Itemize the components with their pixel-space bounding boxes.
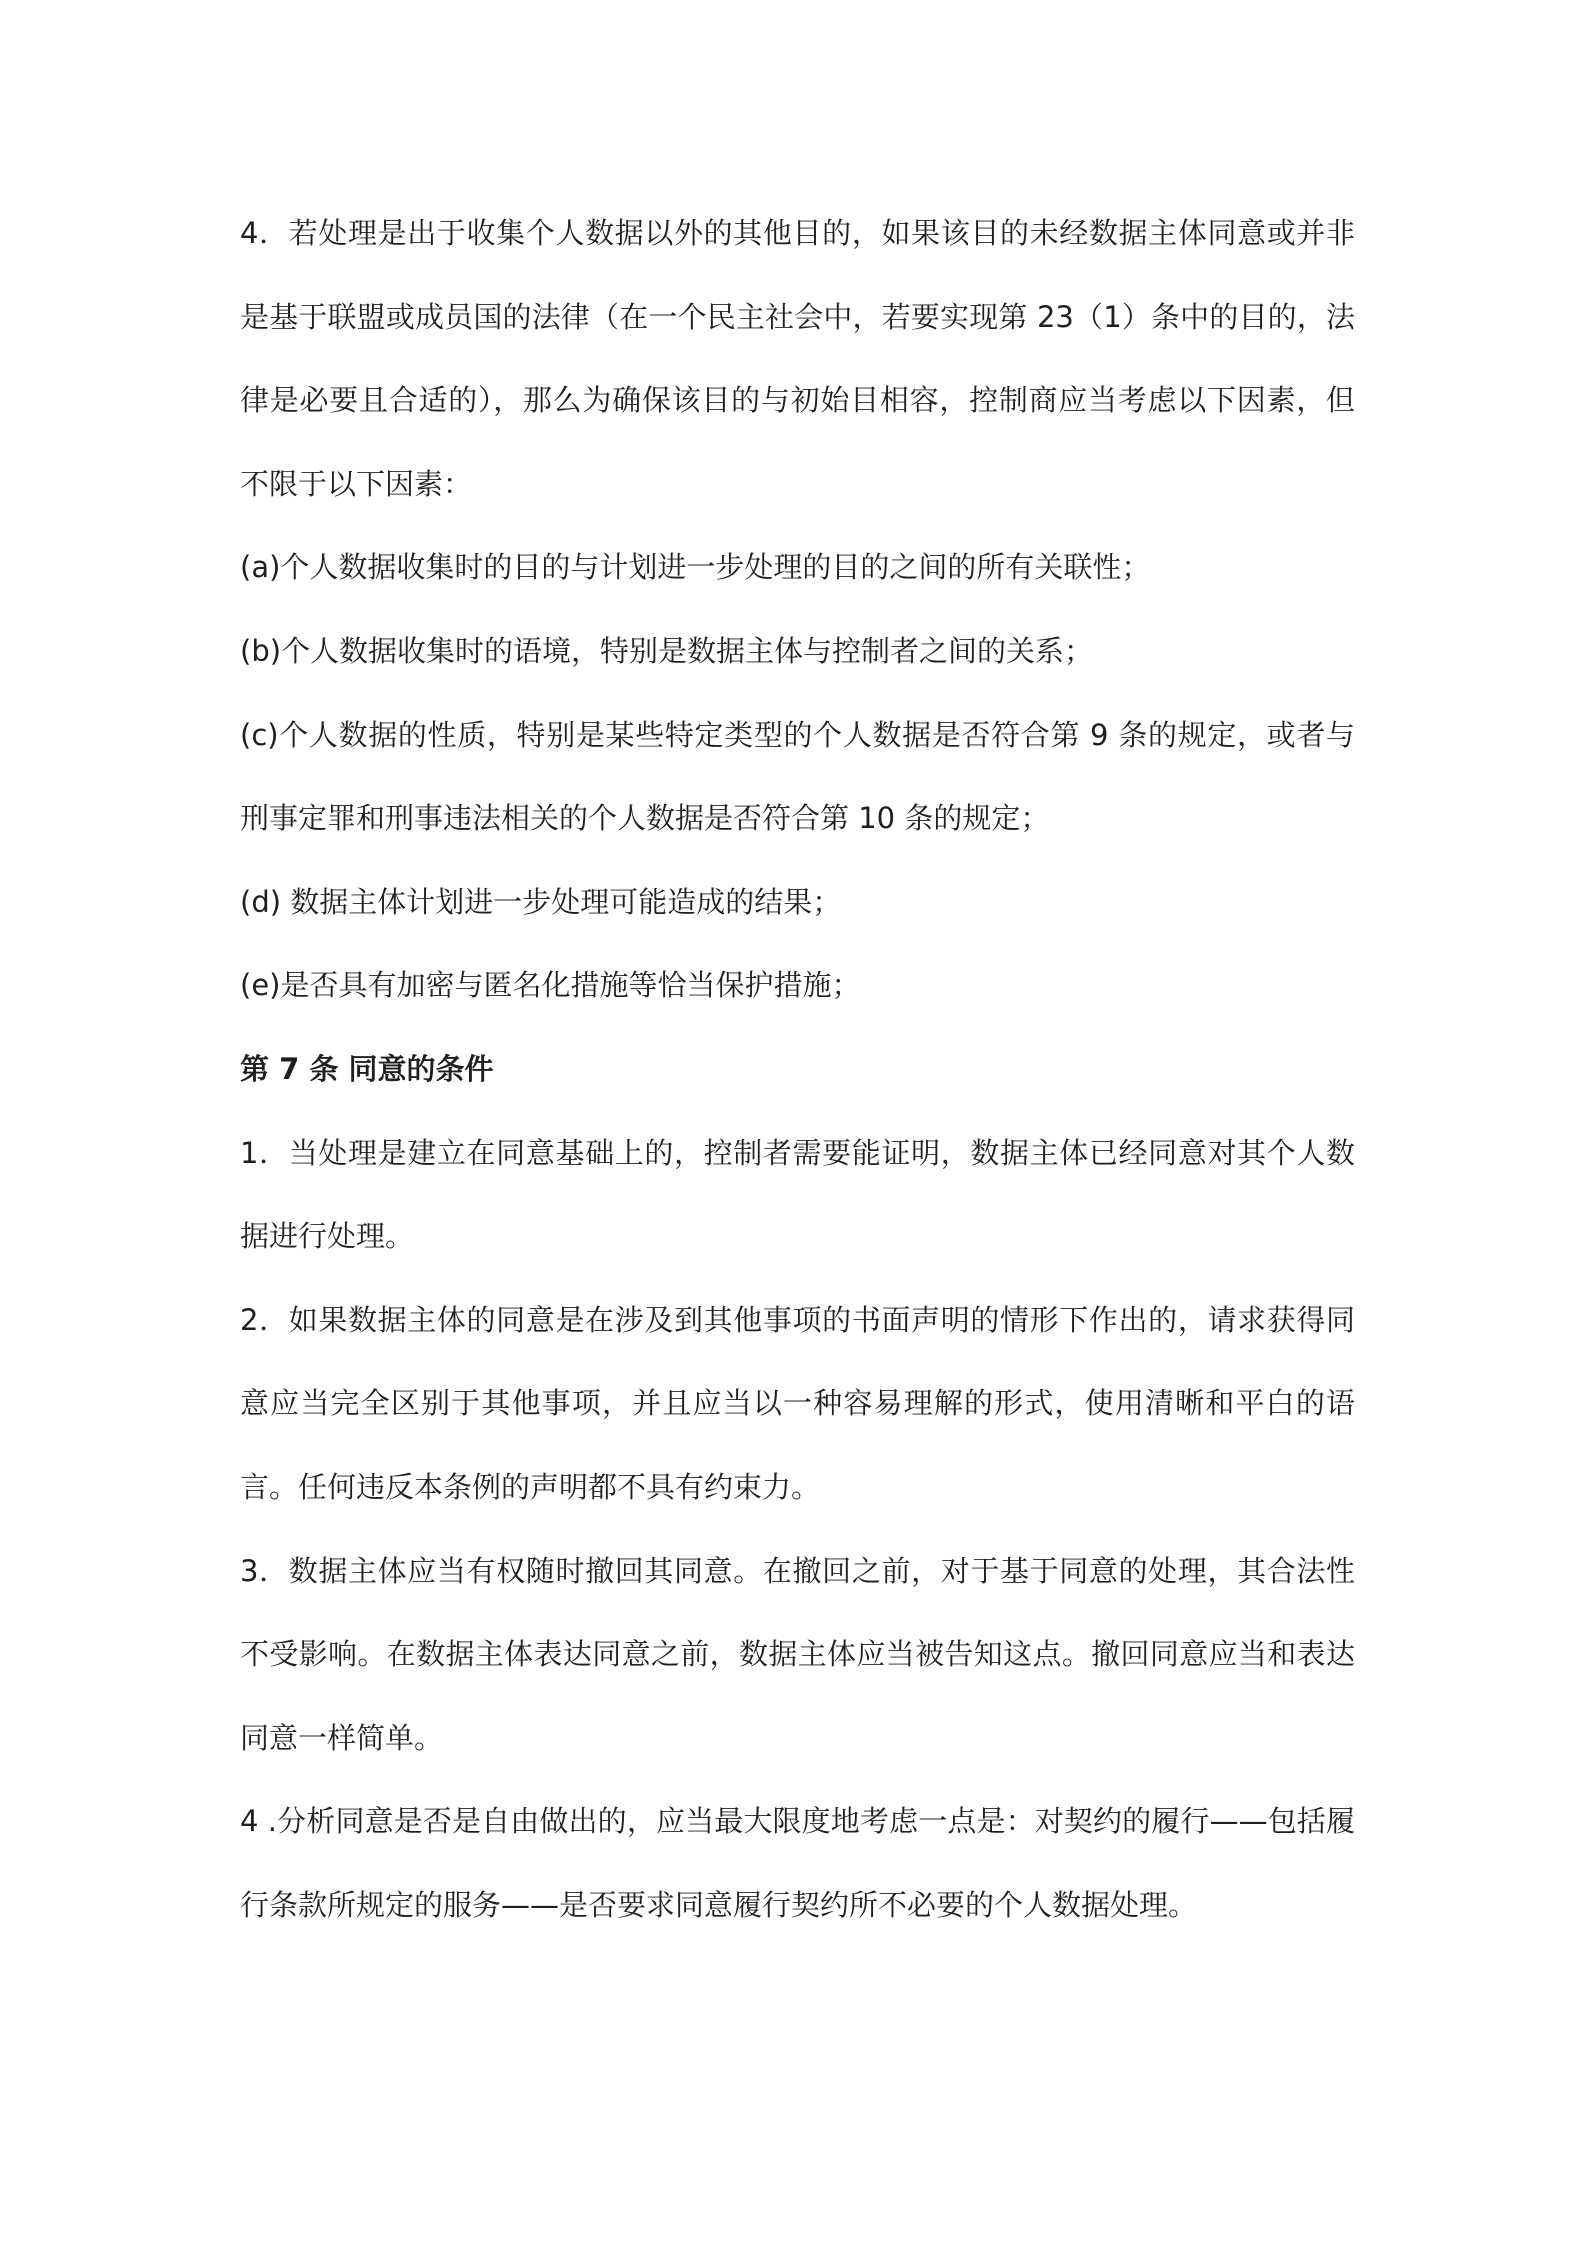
paragraph-item-d: (d) 数据主体计划进一步处理可能造成的结果；: [240, 884, 842, 919]
paragraph-article7-2: 2．如果数据主体的同意是在涉及到其他事项的书面声明的情形下作出的，请求获得同意应当完全区别于其他事项，并且应当以一种容易理解的形式，使用清晰和平白的语言。任何违反本条例的声明都不具有约束力。: [240, 1302, 1355, 1504]
paragraph-item-b: (b)个人数据收集时的语境，特别是数据主体与控制者之间的关系；: [240, 633, 1094, 668]
paragraph-article7-3: 3．数据主体应当有权随时撤回其同意。在撤回之前，对于基于同意的处理，其合法性不受影响。在数据主体表达同意之前，数据主体应当被告知这点。撤回同意应当和表达同意一样简单。: [240, 1553, 1355, 1755]
paragraph-article7-1: 1．当处理是建立在同意基础上的，控制者需要能证明，数据主体已经同意对其个人数据进行处理。: [240, 1135, 1355, 1254]
paragraph-item-c: (c)个人数据的性质，特别是某些特定类型的个人数据是否符合第 9 条的规定，或者与刑事定罪和刑事违法相关的个人数据是否符合第 10 条的规定；: [240, 717, 1355, 836]
document-page: [240, 192, 1355, 1947]
paragraph-article7-4: 4 .分析同意是否是自由做出的，应当最大限度地考虑一点是：对契约的履行——包括履行条款所规定的服务——是否要求同意履行契约所不必要的个人数据处理。: [240, 1804, 1355, 1922]
paragraph-item-e: (e)是否具有加密与匿名化措施等恰当保护措施；: [240, 968, 861, 1003]
article-7-heading: 第 7 条 同意的条件: [240, 1051, 494, 1086]
paragraph-article6-4: 4．若处理是出于收集个人数据以外的其他目的，如果该目的未经数据主体同意或并非是基于联盟或成员国的法律（在一个民主社会中，若要实现第 23（1）条中的目的，法律是必要且合适的），那么为确保该目的与初始目相容，控制商应当考虑以下因素，但不限于以下因素：: [240, 216, 1355, 501]
paragraph-item-a: (a)个人数据收集时的目的与计划进一步处理的目的之间的所有关联性；: [240, 550, 1151, 585]
